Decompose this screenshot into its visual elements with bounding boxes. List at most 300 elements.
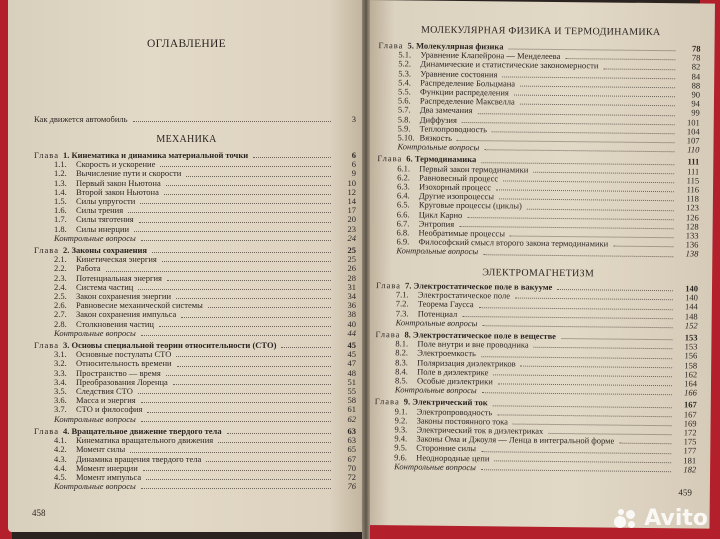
entry-number: 2.6. — [54, 300, 67, 311]
entry-page: 175 — [683, 436, 697, 447]
section-electromagnetism: ЭЛЕКТРОМАГНЕТИЗМ — [482, 267, 595, 280]
entry-number: 5.2. — [398, 58, 412, 69]
leader-dots — [181, 317, 331, 318]
leader-dots — [481, 469, 671, 472]
entry-page: 138 — [685, 248, 699, 259]
control-questions-label: Контрольные вопросы — [397, 141, 480, 153]
leader-dots — [253, 157, 331, 158]
entry-title: Сторонние силы — [416, 442, 477, 454]
entry-number: 2.1. — [54, 254, 67, 265]
entry-title: Момент импульса — [76, 471, 142, 482]
chapter-prefix: Глава — [34, 340, 59, 351]
entry-title: Два замечания — [419, 104, 473, 116]
entry-number: 6.9. — [396, 236, 410, 247]
entry-number: 6.3. — [396, 181, 410, 192]
chapter-title: 4. Вращательное движение твердого тела — [62, 425, 222, 436]
chapter-prefix: Глава — [377, 153, 403, 164]
leader-dots — [141, 488, 331, 489]
entry-number: 5.3. — [398, 67, 412, 79]
leader-dots — [159, 326, 331, 327]
entry-page: 40 — [347, 318, 356, 329]
chapter-title: 7. Электростатическое поле в вакууме — [404, 280, 553, 292]
chapter-title: 9. Электрический ток — [403, 396, 488, 408]
chapter-list — [374, 278, 698, 474]
entry-title: Первый закон термодинамики — [419, 163, 529, 175]
entry-page: 144 — [685, 301, 698, 312]
entry-title: Второй закон Ньютона — [76, 186, 159, 197]
control-questions-entry — [34, 329, 356, 338]
entry-number: 3.3. — [54, 367, 67, 378]
entry-number: 5.4. — [398, 77, 411, 88]
chapter-title: 8. Электростатическое поле в веществе — [404, 329, 557, 342]
leader-dots — [128, 212, 331, 213]
entry-page: 9 — [351, 168, 356, 179]
entry-title: Электростатическое поле — [417, 289, 511, 301]
leader-dots — [521, 365, 673, 368]
entry-number: 5.5. — [397, 86, 411, 97]
leader-dots — [130, 452, 331, 453]
entry-page: 72 — [347, 471, 356, 482]
entry-page: 61 — [347, 404, 356, 415]
entry-number: 2.3. — [54, 272, 67, 283]
entry-number: 8.5. — [394, 375, 408, 386]
entry-page: 47 — [347, 358, 356, 369]
entry-page: 76 — [347, 481, 356, 492]
entry-title: Равновесие механической системы — [76, 300, 203, 311]
entry-title: Основные постулаты СТО — [76, 349, 172, 360]
entry-page: 140 — [685, 283, 699, 294]
entry-number: 2.4. — [54, 281, 67, 292]
entry-number: 6.2. — [397, 172, 410, 183]
entry-page: 123 — [686, 202, 699, 213]
leader-dots — [527, 208, 674, 211]
entry-number: 3.4. — [54, 376, 67, 387]
leader-dots — [520, 104, 675, 107]
leader-dots — [140, 203, 331, 204]
entry-number: 3.5. — [54, 386, 67, 397]
entry-title: Работа — [76, 263, 101, 274]
chapter-title: 2. Законы сохранения — [62, 245, 148, 256]
entry-page: 6 — [351, 159, 356, 170]
control-questions-entry — [34, 415, 356, 424]
entry-title: Поляризация диэлектриков — [417, 357, 516, 369]
entry-title: Другие изопроцессы — [418, 190, 495, 202]
leader-dots — [484, 150, 674, 153]
leader-dots — [561, 338, 673, 340]
entry-page: 12 — [347, 186, 356, 197]
leader-dots — [557, 289, 673, 291]
control-questions-entry — [34, 482, 356, 491]
entry-page: 99 — [691, 107, 700, 118]
entry-title: Кинетическая энергия — [76, 254, 157, 265]
entry-page: 136 — [685, 239, 699, 250]
leader-dots — [141, 421, 331, 422]
control-questions-entry — [375, 385, 697, 398]
entry-page: 166 — [684, 387, 697, 398]
entry-page: 167 — [683, 408, 697, 420]
entry-title: Пространство — время — [76, 367, 161, 378]
leader-dots — [141, 240, 331, 241]
control-questions-label: Контрольные вопросы — [54, 327, 136, 338]
entry-title: Законы Ома и Джоуля — Ленца в интегральной форме — [416, 433, 615, 446]
entry-number: 6.5. — [396, 199, 410, 210]
entry-page: 140 — [685, 292, 698, 303]
entry-title: Изохорный процесс — [418, 181, 492, 193]
avito-text: Avito — [644, 506, 708, 531]
toc-entry — [34, 115, 356, 124]
entry-title: Потенциальная энергия — [76, 272, 162, 283]
entry-page: 31 — [347, 281, 356, 292]
leader-dots — [138, 289, 331, 290]
entry-page: 84 — [691, 71, 701, 82]
leader-dots — [619, 443, 671, 445]
control-questions-label: Контрольные вопросы — [395, 317, 478, 328]
entry-number: 9.3. — [394, 424, 408, 435]
control-questions-entry — [376, 247, 698, 260]
entry-title: Скорость и ускорение — [76, 159, 156, 170]
chapter-title: 5. Молекулярная физика — [407, 40, 504, 52]
chapter-prefix: Глава — [374, 396, 400, 407]
leader-dots — [281, 347, 331, 348]
leader-dots — [152, 252, 331, 253]
entry-title: Философский смысл второго закона термодинамики — [418, 236, 609, 249]
entry-number: 7.3. — [395, 307, 409, 319]
leader-dots — [146, 479, 331, 480]
entry-title: Электрический ток в диэлектриках — [416, 424, 544, 436]
entry-page: 45 — [347, 349, 356, 360]
leader-dots — [520, 86, 675, 89]
entry-page: 20 — [347, 214, 356, 225]
entry-number: 1.3. — [54, 177, 67, 188]
leader-dots — [160, 166, 331, 167]
leader-dots — [533, 172, 674, 174]
right-page — [362, 0, 715, 529]
intro-entry — [34, 115, 356, 124]
leader-dots — [164, 194, 331, 195]
entry-title: Поле внутри и вне проводника — [417, 338, 529, 350]
entry-number: 4.4. — [54, 462, 67, 473]
entry-number: 8.1. — [395, 338, 409, 349]
entry-title: Момент инерции — [76, 462, 138, 473]
entry-number: 7.2. — [395, 298, 409, 309]
entry-title: Вычисление пути и скорости — [76, 168, 182, 179]
control-questions-entry — [34, 234, 356, 243]
chapter-prefix: Глава — [34, 425, 59, 436]
entry-title: Система частиц — [76, 281, 134, 292]
entry-page: 111 — [687, 166, 700, 177]
entry-title: Распределение Больцмана — [420, 77, 516, 89]
entry-page: 58 — [347, 395, 356, 406]
entry-page: 158 — [684, 359, 698, 371]
entry-page: 10 — [347, 177, 356, 188]
entry-title: Цикл Карно — [418, 209, 463, 220]
entry-number: 9.1. — [394, 405, 408, 417]
control-questions-label: Контрольные вопросы — [394, 384, 477, 396]
entry-title: Необратимые процессы — [418, 227, 506, 239]
entry-title: Следствия СТО — [76, 386, 133, 397]
entry-page: 90 — [691, 89, 701, 100]
entry-number: 5.1. — [398, 49, 412, 60]
leader-dots — [206, 461, 331, 462]
entry-title: Масса и энергия — [76, 395, 136, 406]
page-number: 459 — [678, 487, 692, 498]
entry-page: 6 — [351, 150, 356, 160]
entry-page: 34 — [347, 291, 356, 302]
entry-page: 14 — [347, 196, 356, 207]
leader-dots — [208, 307, 331, 308]
entry-page: 55 — [347, 386, 356, 397]
entry-page: 153 — [684, 332, 698, 343]
entry-number: 5.9. — [397, 123, 411, 134]
entry-title: Теплопроводность — [419, 123, 488, 135]
entry-number: 6.4. — [396, 190, 410, 201]
entry-number: 6.7. — [396, 218, 410, 229]
entry-title: Динамика вращения твердого тела — [76, 453, 202, 464]
entry-title: Силы тяготения — [76, 214, 134, 225]
entry-number: 1.8. — [54, 223, 67, 234]
control-questions-entry — [376, 318, 698, 331]
entry-number: 1.1. — [54, 159, 67, 170]
chapter-list — [34, 148, 356, 491]
entry-page: 118 — [686, 193, 699, 204]
leader-dots — [133, 121, 331, 122]
leader-dots — [218, 442, 331, 443]
section-molecular: МОЛЕКУЛЯРНАЯ ФИЗИКА И ТЕРМОДИНАМИКА — [420, 24, 661, 39]
leader-dots — [141, 335, 331, 336]
entry-page: 3 — [351, 114, 356, 124]
entry-page: 116 — [686, 184, 700, 195]
entry-number: 3.7. — [54, 404, 67, 415]
leader-dots — [106, 271, 331, 272]
entry-page: 82 — [691, 61, 701, 72]
entry-title: Диффузия — [419, 114, 457, 125]
entry-title: Законы постоянного тока — [416, 415, 509, 427]
entry-page: 148 — [684, 310, 698, 322]
entry-number: 6.1. — [397, 162, 411, 174]
entry-page: 167 — [683, 399, 697, 410]
entry-page: 25 — [347, 245, 356, 256]
leader-dots — [141, 402, 331, 403]
entry-title: Уравнение состояния — [420, 68, 498, 79]
entry-page: 23 — [347, 223, 356, 234]
entry-number: 2.7. — [54, 309, 67, 320]
entry-title: Первый закон Ньютона — [76, 177, 161, 188]
chapter-title: 3. Основы специальной теории относительности (СТО) — [62, 340, 277, 351]
leader-dots — [147, 412, 331, 413]
entry-number: 3.2. — [54, 358, 67, 369]
entry-number: 6.8. — [396, 227, 410, 238]
entry-page: 115 — [686, 175, 700, 186]
leader-dots — [176, 356, 331, 357]
entry-number: 5.10. — [397, 132, 415, 143]
entry-page: 107 — [686, 135, 700, 146]
book-gutter — [362, 0, 370, 539]
entry-title: Силы инерции — [76, 223, 130, 234]
chapter-title: 6. Термодинамика — [406, 153, 477, 165]
entry-page: 101 — [686, 116, 700, 128]
entry-number: 1.7. — [54, 214, 67, 225]
entry-number: 9.2. — [394, 415, 408, 426]
entry-page: 28 — [347, 272, 356, 283]
entry-title: Кинематика вращательного движения — [76, 435, 214, 446]
control-questions-label: Контрольные вопросы — [54, 413, 136, 424]
entry-page: 133 — [685, 230, 699, 241]
entry-page: 62 — [347, 413, 356, 424]
entry-page: 110 — [687, 144, 700, 155]
entry-number: 3.1. — [54, 349, 67, 360]
leader-dots — [186, 176, 331, 177]
entry-title: Столкновения частиц — [76, 318, 154, 329]
entry-title: Вязкость — [419, 132, 453, 143]
entry-title: Потенциал — [417, 308, 458, 319]
leader-dots — [173, 384, 331, 385]
entry-page: 156 — [684, 350, 698, 361]
leader-dots — [162, 261, 331, 262]
leader-dots — [166, 185, 331, 186]
entry-title: Уравнение Клапейрона — Менделеева — [420, 49, 561, 62]
entry-page: 65 — [347, 444, 356, 455]
entry-title: Электропроводность — [416, 406, 493, 417]
entry-number: 1.2. — [54, 168, 67, 179]
leader-dots — [176, 298, 331, 299]
entry-number: 8.3. — [395, 356, 409, 368]
leader-dots — [139, 222, 331, 223]
entry-title: Закон сохранения энергии — [76, 291, 171, 302]
entry-title: Силы упругости — [76, 196, 136, 207]
entry-number: 1.5. — [54, 196, 67, 207]
entry-page: 51 — [347, 376, 356, 387]
entry-number: 6.6. — [396, 208, 410, 220]
entry-page: 182 — [683, 464, 697, 475]
entry-title: Распределение Максвелла — [419, 95, 515, 107]
avito-logo-icon — [614, 508, 640, 530]
entry-number: 2.2. — [54, 263, 67, 274]
entry-title: Круговые процессы (циклы) — [418, 200, 522, 212]
entry-number: 2.8. — [54, 318, 67, 329]
entry-number: 7.1. — [395, 289, 409, 300]
toc-title: ОГЛАВЛЕНИЕ — [147, 38, 226, 50]
entry-page: 44 — [347, 327, 356, 338]
entry-title: Динамические и статистические закономерности — [420, 58, 599, 71]
entry-number: 3.6. — [54, 395, 67, 406]
entry-page: 63 — [347, 435, 356, 446]
entry-title: Энтропия — [418, 218, 455, 229]
entry-title: Относительность времени — [76, 358, 172, 369]
control-questions-entry — [374, 462, 696, 475]
leader-dots — [603, 68, 675, 70]
entry-page: 26 — [347, 263, 356, 274]
entry-title: Силы трения — [76, 205, 124, 216]
entry-page: 128 — [685, 221, 699, 232]
left-page — [8, 0, 365, 532]
control-questions-label: Контрольные вопросы — [394, 461, 476, 473]
entry-title: СТО и философия — [76, 404, 143, 415]
entry-number: 1.4. — [54, 186, 67, 197]
entry-page: 126 — [685, 212, 699, 223]
leader-dots — [613, 246, 673, 248]
leader-dots — [167, 280, 331, 281]
entry-number: 9.6. — [394, 451, 408, 463]
entry-page: 88 — [691, 80, 701, 91]
entry-number: 5.6. — [397, 95, 411, 106]
chapter-list — [376, 38, 700, 259]
entry-page: 78 — [691, 43, 701, 54]
entry-page: 70 — [347, 462, 356, 473]
chapter-prefix: Глава — [375, 280, 402, 291]
leader-dots — [177, 366, 331, 367]
leader-dots — [166, 375, 331, 376]
entry-page: 111 — [687, 156, 700, 167]
entry-number: 4.2. — [54, 444, 67, 455]
entry-title: Поле в диэлектрике — [417, 366, 489, 378]
entry-title: Особые диэлектрики — [416, 375, 493, 387]
entry-number: 4.5. — [54, 471, 67, 482]
entry-page: 48 — [347, 367, 356, 378]
leader-dots — [482, 393, 672, 396]
entry-page: 45 — [347, 340, 356, 351]
entry-page: 36 — [347, 300, 356, 311]
entry-label — [54, 255, 157, 264]
entry-title: Закон сохранения импульса — [76, 309, 177, 320]
page-number: 458 — [32, 508, 46, 518]
entry-page: 63 — [347, 425, 356, 436]
leader-dots — [143, 470, 331, 471]
entry-page: 25 — [347, 254, 356, 265]
entry-page: 164 — [684, 378, 698, 389]
section-mechanics: МЕХАНИКА — [156, 134, 217, 145]
entry-page: 94 — [691, 98, 700, 109]
entry-page: 104 — [686, 126, 700, 137]
leader-dots — [482, 325, 672, 328]
entry-page: 162 — [684, 369, 698, 380]
entry-page: 38 — [347, 309, 356, 320]
entry-title: Функции распределения — [419, 86, 509, 98]
leader-dots — [534, 347, 673, 349]
entry-page: 169 — [683, 418, 697, 429]
entry-title: Преобразования Лоренца — [76, 376, 168, 387]
control-questions-label: Контрольные вопросы — [54, 232, 136, 243]
leader-dots — [134, 231, 331, 232]
entry-number: 5.8. — [397, 113, 411, 125]
chapter-prefix: Глава — [34, 245, 59, 256]
entry-page: 172 — [683, 427, 697, 438]
control-questions-label: Контрольные вопросы — [396, 245, 479, 257]
entry-page: 67 — [347, 453, 356, 464]
entry-number: 8.2. — [395, 347, 409, 358]
entry-number: 4.1. — [54, 435, 67, 446]
entry-page: 177 — [683, 445, 697, 456]
entry-number: 8.4. — [395, 366, 408, 377]
leader-dots — [227, 433, 331, 434]
entry-page: 24 — [347, 232, 356, 243]
chapter-prefix: Глава — [34, 150, 59, 160]
entry-title: Теорема Гаусса — [417, 298, 474, 310]
entry-number: 9.4. — [394, 433, 408, 444]
chapter-title: 1. Кинематика и динамика материальной точки — [62, 150, 249, 160]
entry-page: 181 — [683, 454, 697, 466]
entry-number: 5.7. — [397, 104, 411, 115]
leader-dots — [138, 393, 331, 394]
leader-dots — [515, 298, 673, 301]
entry-number: 1.6. — [54, 205, 67, 216]
entry-title: Момент силы — [76, 444, 126, 455]
entry-title: Равновесный процесс — [419, 172, 499, 184]
entry-page: 153 — [684, 341, 698, 352]
chapter-prefix: Глава — [378, 40, 404, 51]
leader-dots — [483, 254, 673, 257]
avito-watermark — [614, 506, 708, 531]
entry-page: 78 — [691, 52, 701, 63]
